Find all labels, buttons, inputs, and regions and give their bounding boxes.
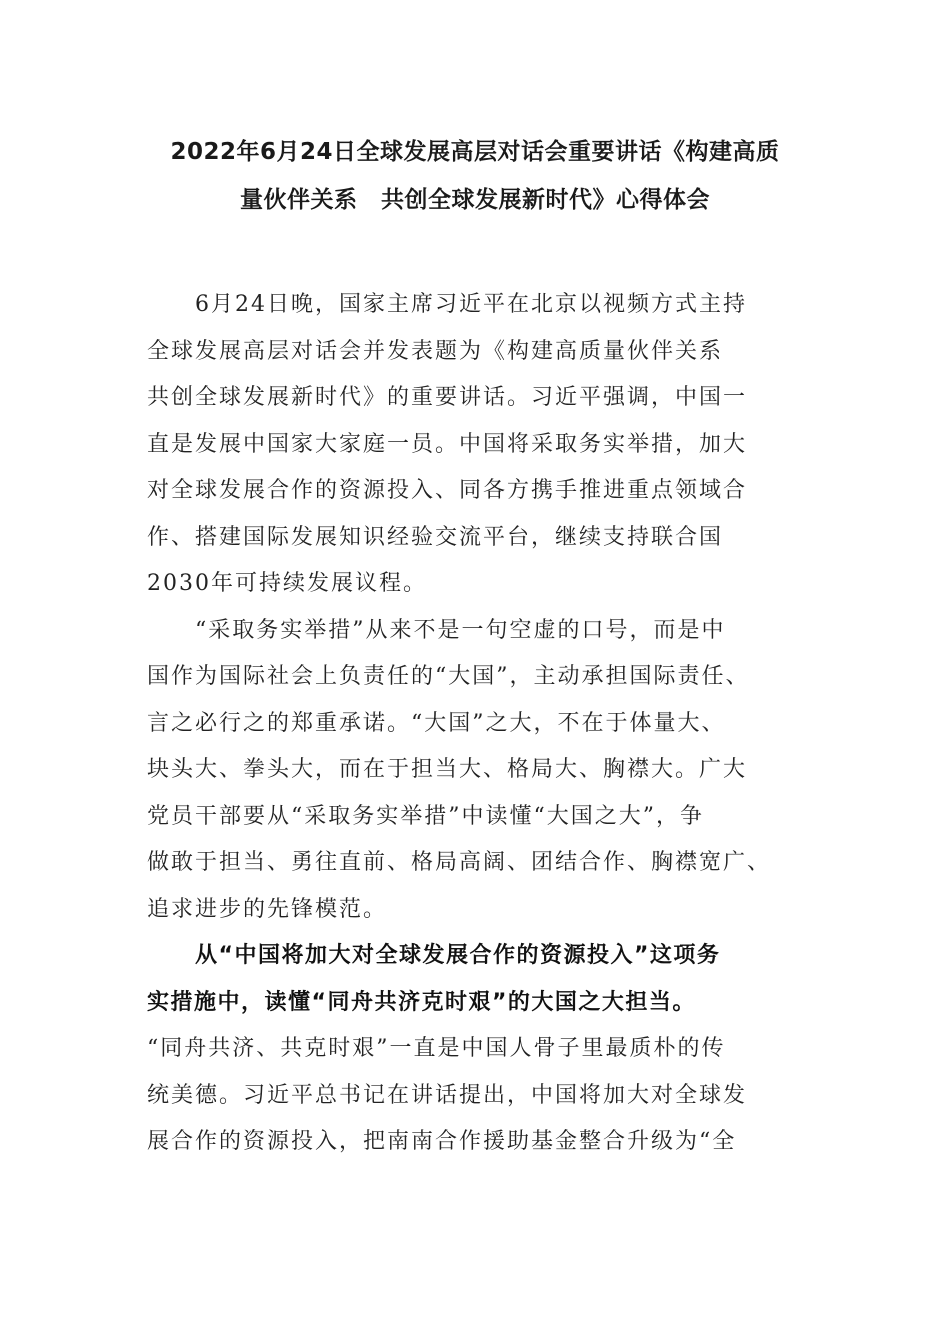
text-line: 国作为国际社会上负责任的“大国”，主动承担国际责任、: [147, 664, 750, 689]
text-line: 直是发展中国家大家庭一员。中国将采取务实举措，加大: [147, 431, 748, 457]
heading-line: 从“中国将加大对全球发展合作的资源投入”这项务: [195, 943, 721, 968]
text-line: 6月24日晚，国家主席习近平在北京以视频方式主持: [195, 292, 747, 317]
text-line: 对全球发展合作的资源投入、同各方携手推进重点领域合: [147, 478, 748, 503]
text-line: 言之必行之的郑重承诺。“大国”之大，不在于体量大、: [147, 710, 726, 736]
paragraph-2: [147, 608, 807, 934]
text-line: 2030年可持续发展议程。: [147, 571, 427, 596]
text-line: 做敢于担当、勇往直前、格局高阔、团结合作、胸襟宽广、: [147, 850, 772, 875]
paragraph-3: [147, 1026, 807, 1166]
text-line: 展合作的资源投入，把南南合作援助基金整合升级为“全: [147, 1129, 737, 1154]
document-title: [140, 128, 810, 224]
text-line: 党员干部要从“采取务实举措”中读懂“大国之大”，争: [147, 803, 704, 829]
text-line: 作、搭建国际发展知识经验交流平台，继续支持联合国: [147, 524, 724, 550]
document-body: [147, 282, 807, 1166]
text-line: “采取务实举措”从来不是一句空虚的口号，而是中: [195, 617, 726, 643]
text-line: 共创全球发展新时代》的重要讲话。习近平强调，中国一: [147, 385, 748, 410]
paragraph-1: [147, 282, 807, 608]
text-line: “同舟共济、共克时艰”一直是中国人骨子里最质朴的传: [147, 1036, 726, 1061]
title-line-1: 2022年6月24日全球发展高层对话会重要讲话《构建高质: [170, 139, 780, 165]
text-line: 追求进步的先锋模范。: [147, 896, 388, 922]
section-heading: [147, 933, 807, 1026]
heading-line: 实措施中，读懂“同舟共济克时艰”的大国之大担当。: [147, 989, 696, 1015]
title-line-2: 量伙伴关系 共创全球发展新时代》心得体会: [240, 187, 710, 213]
text-line: 统美德。习近平总书记在讲话提出，中国将加大对全球发: [147, 1082, 748, 1108]
text-line: 块头大、拳头大，而在于担当大、格局大、胸襟大。广大: [147, 757, 748, 782]
text-line: 全球发展高层对话会并发表题为《构建高质量伙伴关系: [147, 338, 724, 364]
